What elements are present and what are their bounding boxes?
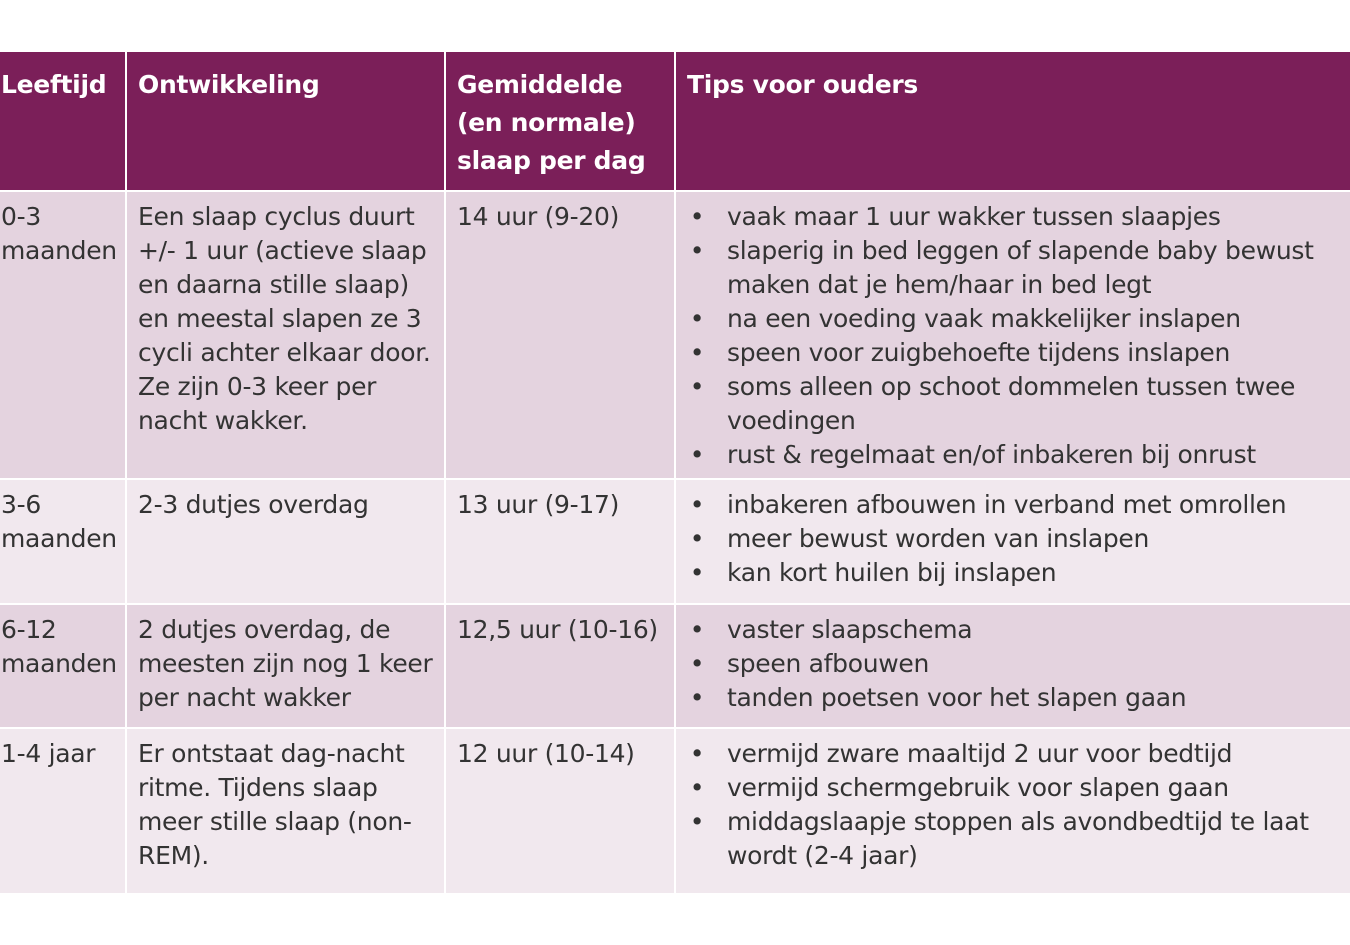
bullet-icon: • xyxy=(689,372,705,401)
tip-item xyxy=(687,336,1340,370)
bullet-icon: • xyxy=(689,615,705,644)
table-row xyxy=(0,191,1350,479)
sleep-cell: 14 uur (9-20) xyxy=(445,191,675,479)
tip-text: vermijd zware maaltijd 2 uur voor bedtijd xyxy=(727,739,1233,768)
bullet-icon: • xyxy=(689,490,705,519)
sleep-table xyxy=(0,52,1350,895)
age-cell: 1-4 jaar xyxy=(0,728,126,894)
development-cell: 2-3 dutjes overdag xyxy=(126,479,445,604)
header-tips: Tips voor ouders xyxy=(675,52,1350,191)
bullet-icon: • xyxy=(689,236,705,265)
tips-list xyxy=(687,200,1340,472)
tip-text: vaak maar 1 uur wakker tussen slaapjes xyxy=(727,202,1221,231)
tip-item xyxy=(687,771,1340,805)
tip-item xyxy=(687,488,1340,522)
tip-text: rust & regelmaat en/of inbakeren bij onrust xyxy=(727,440,1256,469)
bullet-icon: • xyxy=(689,683,705,712)
tip-text: vermijd schermgebruik voor slapen gaan xyxy=(727,773,1229,802)
tip-item xyxy=(687,522,1340,556)
tip-item xyxy=(687,200,1340,234)
development-cell: Er ontstaat dag-nacht ritme. Tijdens slaap meer stille slaap (non-REM). xyxy=(126,728,445,894)
age-cell: 6-12 maanden xyxy=(0,604,126,728)
tip-text: vaster slaapschema xyxy=(727,615,973,644)
tips-cell xyxy=(675,604,1350,728)
sleep-cell: 12 uur (10-14) xyxy=(445,728,675,894)
bullet-icon: • xyxy=(689,773,705,802)
bullet-icon: • xyxy=(689,649,705,678)
bullet-icon: • xyxy=(689,739,705,768)
bullet-icon: • xyxy=(689,338,705,367)
tip-item xyxy=(687,681,1340,715)
development-cell: Een slaap cyclus duurt +/- 1 uur (actieve slaap en daarna stille slaap) en meestal slapen ze 3 cycli achter elkaar door. Ze zijn 0-3 keer per nacht wakker. xyxy=(126,191,445,479)
tip-item xyxy=(687,370,1340,438)
tip-text: speen voor zuigbehoefte tijdens inslapen xyxy=(727,338,1231,367)
header-age: Leeftijd xyxy=(0,52,126,191)
tips-list xyxy=(687,737,1340,873)
tip-text: kan kort huilen bij inslapen xyxy=(727,558,1057,587)
tip-item xyxy=(687,613,1340,647)
tip-text: meer bewust worden van inslapen xyxy=(727,524,1150,553)
tips-list xyxy=(687,613,1340,715)
tip-text: speen afbouwen xyxy=(727,649,930,678)
header-row xyxy=(0,52,1350,191)
sleep-cell: 13 uur (9-17) xyxy=(445,479,675,604)
tip-text: na een voeding vaak makkelijker inslapen xyxy=(727,304,1241,333)
table-row xyxy=(0,604,1350,728)
tip-item xyxy=(687,234,1340,302)
tip-text: tanden poetsen voor het slapen gaan xyxy=(727,683,1187,712)
bullet-icon: • xyxy=(689,524,705,553)
bullet-icon: • xyxy=(689,304,705,333)
age-cell: 3-6 maanden xyxy=(0,479,126,604)
age-cell: 0-3 maanden xyxy=(0,191,126,479)
sleep-cell: 12,5 uur (10-16) xyxy=(445,604,675,728)
tip-item xyxy=(687,556,1340,590)
tip-text: slaperig in bed leggen of slapende baby bewust maken dat je hem/haar in bed legt xyxy=(727,236,1314,299)
bullet-icon: • xyxy=(689,558,705,587)
header-sleep: Gemiddelde (en normale) slaap per dag xyxy=(445,52,675,191)
tip-text: inbakeren afbouwen in verband met omrollen xyxy=(727,490,1287,519)
tip-text: soms alleen op schoot dommelen tussen twee voedingen xyxy=(727,372,1296,435)
tip-item xyxy=(687,647,1340,681)
tips-cell xyxy=(675,728,1350,894)
tip-item xyxy=(687,438,1340,472)
development-cell: 2 dutjes overdag, de meesten zijn nog 1 keer per nacht wakker xyxy=(126,604,445,728)
bullet-icon: • xyxy=(689,202,705,231)
tips-list xyxy=(687,488,1340,590)
tip-item xyxy=(687,302,1340,336)
bullet-icon: • xyxy=(689,440,705,469)
tip-item xyxy=(687,737,1340,771)
header-development: Ontwikkeling xyxy=(126,52,445,191)
tips-cell xyxy=(675,191,1350,479)
tip-item xyxy=(687,805,1340,873)
tip-text: middagslaapje stoppen als avondbedtijd te laat wordt (2-4 jaar) xyxy=(727,807,1309,870)
table-row xyxy=(0,479,1350,604)
tips-cell xyxy=(675,479,1350,604)
bullet-icon: • xyxy=(689,807,705,836)
table-row xyxy=(0,728,1350,894)
